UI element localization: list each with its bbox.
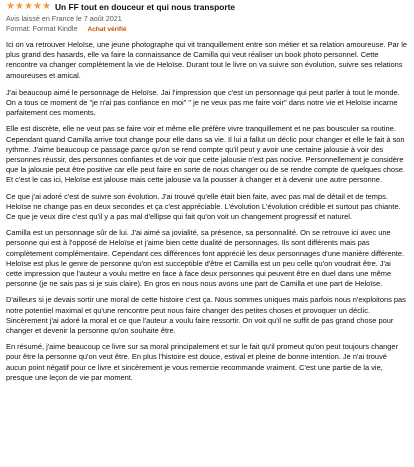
- star-icon: ★: [33, 1, 42, 12]
- verified-purchase-badge: Achat vérifié: [87, 26, 127, 33]
- review-paragraph: D'ailleurs si je devais sortir une moral de cette histoire c'est ça. Nous sommes uniques mais parfois nous n'exploitons pas notre potentiel maximal et qu'une rencontre peut nous faire changer des petites choses et provoquer un déclic. Sincèrement j'ai adoré la moral et ce que l'auteur a voulu faire ressortir. On voit qu'il ne suffit de pas grand chose pour changer et devenir la personne qu'on souhaite être.: [6, 295, 406, 336]
- review-paragraph: Ce que j'ai adoré c'est de suivre son évolution. J'ai trouvé qu'elle était bien faite, avec pas mal de détail et de temps. Heloïse ne change pas en deux secondes et ça c'est appréciable. L'évolution L'évolution crédible et surtout pas chiante. Ce que je veux dire c'est qu'il y a pas mal d'ellipse qui fait qu'on voit un changement progressif et naturel.: [6, 191, 401, 222]
- review-paragraph: Camilla est un personnage sûr de lui. J'ai aimé sa jovialité, sa présence, sa personnalité. On se retrouve ici avec une personne qui est à l'opposé de Heloïse et j'aime bien cette dualité de personnages. Ils sont différents mais pas complètement complémentaire. Cependant ces différences font apprécié les deux personnages d'une manière différente. Heloïse est plus le genre de personne qu'on est succeptible d'être et Camilla est un peu celle qu'on voudrait être. J'ai cette impression que l'auteur a voulu mettre en face à face deux personnes qui peuvent être en duel dans une même personne (je ne sais pas si je suis claire). En gros en nous nous avons une part de Camilla et une part de Heloïse.: [6, 228, 405, 289]
- review-header: [6, 1, 408, 13]
- star-icon: ★: [6, 1, 15, 12]
- review-paragraph: Ici on va retrouver Heloïse, une jeune photographe qui vit tranquillement entre son métier et sa relation amoureuse. Par le plus grand des hasards, elle va faire la connaissance de Camilla qui veut réaliser un book photo personnel. Cette rencontre va changer complètement la vie de Heloïse. Durant tout le livre on va suivre son évolution, suivre ses relations amoureuses et amical.: [6, 40, 408, 80]
- review-title-link[interactable]: Un FF tout en douceur et qui nous transporte: [55, 1, 236, 12]
- review-date: Avis laissé en France le 7 août 2021: [6, 14, 122, 23]
- review-body: [6, 40, 408, 383]
- format-label: Format: Format Kindle: [6, 24, 78, 33]
- review-paragraph: J'ai beaucoup aimé le personnage de Heloïse. Jai l'impression que c'est un personnage qui peut parler à tout le monde. On a tous ce moment de "je n'ai pas confiance en moi" " je ne veux pas me faire voir" dans notre vie et Heloïse incarne parfaitement ces moments.: [6, 87, 400, 118]
- star-icon: ★: [24, 1, 33, 12]
- review-format-row: [6, 24, 408, 35]
- star-icon: ★: [42, 1, 51, 12]
- review-paragraph: Elle est discrète, elle ne veut pas se faire voir et même elle préfère vivre tranquillement et ne pas bousculer sa routine. Cependant quand Camilla arrive tout change pour elle dans sa vie. Il lui a fallut un déclic pour changer et elle le fait à son rythme. J'aime beaucoup ce passage parce qu'on se rend compte qu'il peut y avoir une certaine jalousie à voir des personnes réussir, des personnes confiantes et de voir que cette jalousie n'est pas nocive. Personnellement je considère que la jalousie peut être positive car elle peut faire en sorte de nous changer ou de se rendre compte de quelques chose. Et c'est le cas ici, Heloïse est jalouse mais cette jalousie va la pousser à changer et à devenir une autre personne.: [6, 124, 405, 185]
- star-rating: [6, 2, 51, 12]
- review-paragraph: En résumé, j'aime beaucoup ce livre sur sa moral principalement et sur le fait qu'il promeut qu'on peut toujours changer pour être la personne qu'on veut être. En plus l'histoire est douce, estival et pleine de bonne intention. Je n'ai trouvé aucun point négatif pour ce livre et sincèrement je vous remercie recommande vraiment. C'est une partie de la vie, presque une leçon de vie par moment.: [6, 342, 399, 382]
- star-icon: ★: [15, 1, 24, 12]
